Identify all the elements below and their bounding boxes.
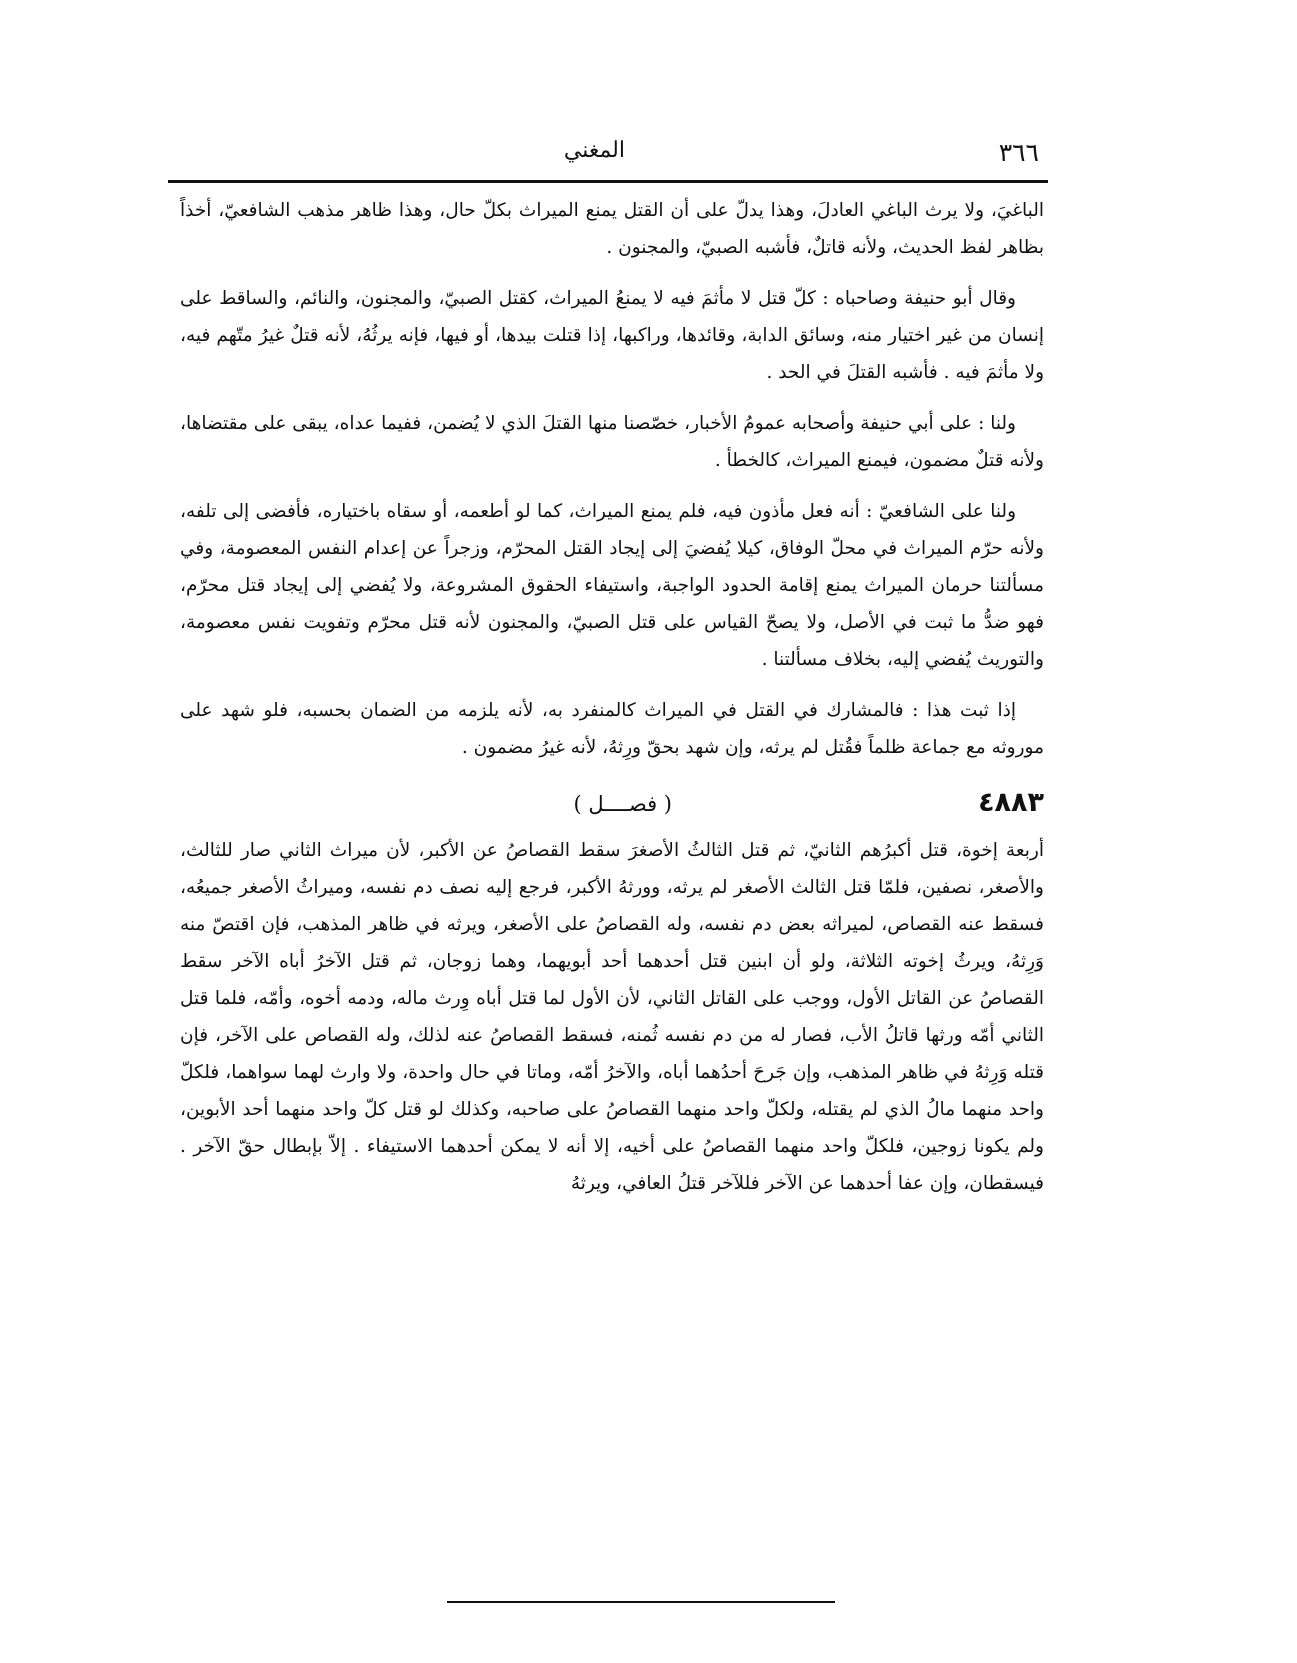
paragraph: الباغيَ، ولا يرث الباغي العادلَ، وهذا يدلّ على أن القتل يمنع الميراث بكلّ حال، وهذا ظاهر مذهب الشافعيّ، أخذاً بظاهر لفظ الحديث، ولأنه قاتلٌ، فأشبه الصبيّ، والمجنون . (180, 200, 1044, 258)
page-header (170, 138, 1045, 178)
section-title: ( فصــــل ) (573, 792, 672, 816)
header-rule (168, 180, 1048, 183)
page-number: ٣٦٦ (998, 138, 1039, 167)
paragraph: ولنا : على أبي حنيفة وأصحابه عمومُ الأخبار، خصّصنا منها القتلَ الذي لا يُضمن، ففيما عداه، يبقى على مقتضاها، ولأنه قتلٌ مضمون، فيمنع الميراث، كالخطأ . (180, 413, 1044, 471)
issue-number: ٤٨٨٣ (978, 787, 1044, 818)
paragraph: إذا ثبت هذا : فالمشارك في القتل في الميراث كالمنفرد به، لأنه يلزمه من الضمان بحسبه، فلو شهد على موروثه مع جماعة ظلماً فقُتل لم يرثه، وإن شهد بحقّ ورِثهُ، لأنه غيرُ مضمون . (180, 700, 1044, 758)
running-title: المغني (563, 138, 625, 163)
section-heading (180, 780, 1044, 826)
footer-rule (447, 1601, 835, 1603)
paragraph: ولنا على الشافعيّ : أنه فعل مأذون فيه، فلم يمنع الميراث، كما لو أطعمه، أو سقاه باختياره، فأفضى إلى تلفه، ولأنه حرّم الميراث في محلّ الوفاق، كيلا يُفضيَ إلى إيجاد القتل المحرّم، وزجراً عن إعدام النفس المعصومة، وفي مسألتنا حرمان الميراث يمنع إقامة الحدود الواجبة، واستيفاء الحقوق المشروعة، ولا يُفضي إلى إيجاد قتل محرّم، فهو ضدُّ ما ثبت في الأصل، ولا يصحّ القياس على قتل الصبيّ، والمجنون لأنه قتل محرّم وتفويت نفس معصومة، والتوريث يُفضي إليه، بخلاف مسألتنا . (180, 501, 1044, 670)
paragraph: وقال أبو حنيفة وصاحباه : كلّ قتل لا مأثمَ فيه لا يمنعُ الميراث، كقتل الصبيّ، والمجنون، والنائم، والساقط على إنسان من غير اختيار منه، وسائق الدابة، وقائدها، وراكبها، إذا قتلت بيدها، أو فيها، فإنه يرثُهُ، لأنه قتلٌ غيرُ متّهم فيه، ولا مأثمَ فيه . فأشبه القتلَ في الحد . (180, 288, 1044, 383)
body-text (180, 192, 1044, 1216)
section-paragraph: أربعة إخوة، قتل أكبرُهم الثانيّ، ثم قتل الثالثُ الأصغرَ سقط القصاصُ عن الأكبر، لأن ميراث الثاني صار للثالث، والأصغر، نصفين، فلمّا قتل الثالث الأصغر لم يرثه، وورثهُ الأكبر، فرجع إليه نصف دم نفسه، وميراثُ الأصغر جميعُه، فسقط عنه القصاص، لميراثه بعض دم نفسه، وله القصاصُ على الأصغر، ويرثه في ظاهر المذهب، فإن اقتصّ منه وَرِثهُ، ويرثُ إخوته الثلاثة، ولو أن ابنين قتل أحدهما أحد أبويهما، وهما زوجان، ثم قتل الآخرُ أباه الآخر سقط القصاصُ عن القاتل الأول، ووجب على القاتل الثاني، لأن الأول لما قتل أباه وِرث ماله، ودمه أخوه، وأمّه، فلما قتل الثاني أمّه ورثها قاتلُ الأب، فصار له من دم نفسه ثُمنه، فسقط القصاصُ عنه لذلك، وله القصاص على الآخر، فإن قتله وَرِثهُ في ظاهر المذهب، وإن جَرحَ أحدُهما أباه، والآخرُ أمّه، وماتا في حال واحدة، ولا وارث لهما سواهما، فلكلّ واحد منهما مالُ الذي لم يقتله، ولكلّ واحد منهما القصاصُ على صاحبه، وكذلك لو قتل كلّ واحد منهما أحد الأبوين، ولم يكونا زوجين، فلكلّ واحد منهما القصاصُ على أخيه، إلا أنه لا يمكن أحدهما الاستيفاء . إلاّ بإبطال حقّ الآخر . فيسقطان، وإن عفا أحدهما عن الآخر فللآخر قتلُ العافي، ويرثهُ (180, 840, 1044, 1194)
